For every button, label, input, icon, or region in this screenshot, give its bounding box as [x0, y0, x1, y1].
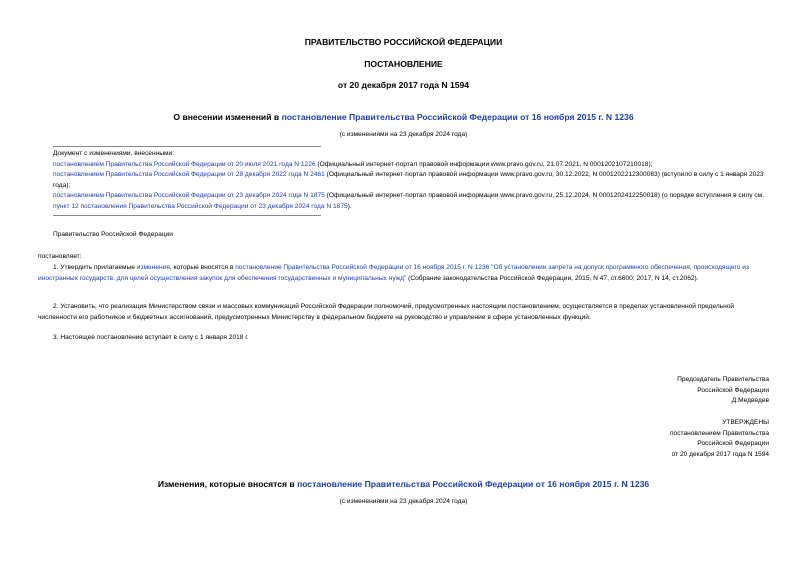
signature-block	[677, 375, 769, 407]
approved-line-3: Российской Федерации	[697, 440, 769, 447]
approved-block	[670, 418, 769, 460]
title-link[interactable]: постановление Правительства Российской Федерации от 16 ноября 2015 г. N 1236	[281, 112, 634, 122]
change-3-text: (Официальный интернет-портал правовой информации www.pravo.gov.ru, 25.12.2024, N 0001202412250018) (о порядке вступления в силу см.	[324, 192, 765, 199]
bottom-divider	[53, 215, 321, 216]
government-line: Правительство Российской Федерации	[53, 231, 173, 238]
approved-line-4: от 20 декабря 2017 года N 1594	[671, 450, 769, 458]
change-item-3	[53, 191, 769, 212]
change-2-link[interactable]: постановлением Правительства Российской Федерации от 28 декабря 2022 года N 2461	[53, 171, 325, 178]
document-title	[0, 112, 807, 122]
changes-intro: Документ с изменениями, внесенными:	[53, 150, 175, 157]
signature-line-3: Д.Медведев	[731, 397, 769, 404]
top-divider	[53, 146, 321, 147]
paragraph-1	[38, 263, 769, 284]
revision-note: (с изменениями на 23 декабря 2024 года)	[339, 131, 468, 138]
changes-box	[53, 149, 769, 212]
title-prefix: О внесении изменений в	[173, 112, 282, 122]
p1-link-resolution[interactable]: постановление Правительства Российской Федерации от 16 ноября 2015 г. N 1236 "Об установлении запрета на допуск программного обеспечения, происходящего из иностранных государств, для целей осуществления закупок для обеспечения государственных и муниципальных нужд"	[38, 264, 749, 282]
p1-part-c: (Собрание законодательства Российской Федерации, 2015, N 47, ст.6600; 2017, N 14, ст.2062).	[406, 274, 699, 282]
approved-line-2: постановлением Правительства	[669, 429, 769, 437]
p1-link-changes[interactable]: изменения	[136, 264, 170, 271]
annex-title	[0, 479, 807, 489]
signature-line-1: Председатель Правительства	[677, 376, 769, 383]
paragraph-3: 3. Настоящее постановление вступает в силу с 1 января 2018 г.	[53, 334, 249, 341]
change-1-text: (Официальный интернет-портал правовой информации www.pravo.gov.ru, 21.07.2021, N 0001202107210018);	[315, 160, 653, 168]
change-item-1	[53, 160, 769, 171]
change-3-link[interactable]: постановлением Правительства Российской Федерации от 23 декабря 2024 года N 1875	[53, 192, 325, 199]
signature-line-2: Российской Федерации	[697, 386, 769, 394]
document-date-number: от 20 декабря 2017 года N 1594	[337, 80, 470, 90]
p1-part-a: 1. Утвердить прилагаемые	[53, 264, 137, 271]
document-type: ПОСТАНОВЛЕНИЕ	[364, 59, 443, 69]
resolves-line: постановляет:	[38, 253, 82, 260]
government-heading: ПРАВИТЕЛЬСТВО РОССИЙСКОЙ ФЕДЕРАЦИИ	[304, 37, 503, 47]
change-3-end: ).	[347, 202, 352, 210]
change-1-link[interactable]: постановлением Правительства Российской Федерации от 20 июля 2021 года N 1226	[53, 160, 316, 168]
annex-title-prefix: Изменения, которые вносятся в	[157, 479, 298, 489]
annex-title-link[interactable]: постановление Правительства Российской Федерации от 16 ноября 2015 г. N 1236	[297, 479, 650, 489]
annex-revision-note: (с изменениями на 23 декабря 2024 года)	[339, 498, 468, 505]
paragraph-2: 2. Установить, что реализация Министерством связи и массовых коммуникаций Российской Федерации полномочий, предусмотренных настоящим постановлением, осуществляется в пределах установленной предельной численности его работников и бюджетных ассигнований, предусмотренных Министерству в федеральном бюджете на руководство и управление в сфере установленных функций.	[38, 303, 735, 321]
change-3-link2[interactable]: пункт 12 постановления Правительства Российской Федерации от 23 декабря 2024 года N 1875	[53, 202, 348, 210]
approved-line-1: УТВЕРЖДЕНЫ	[722, 419, 769, 426]
change-item-2	[53, 170, 769, 191]
change-2-text: (Официальный интернет-портал правовой информации www.pravo.gov.ru, 30.12.2022, N 0001202212300083) (вступило в силу с 1 января 2023 года);	[53, 171, 764, 189]
p1-part-b: , которые вносятся в	[169, 264, 236, 271]
